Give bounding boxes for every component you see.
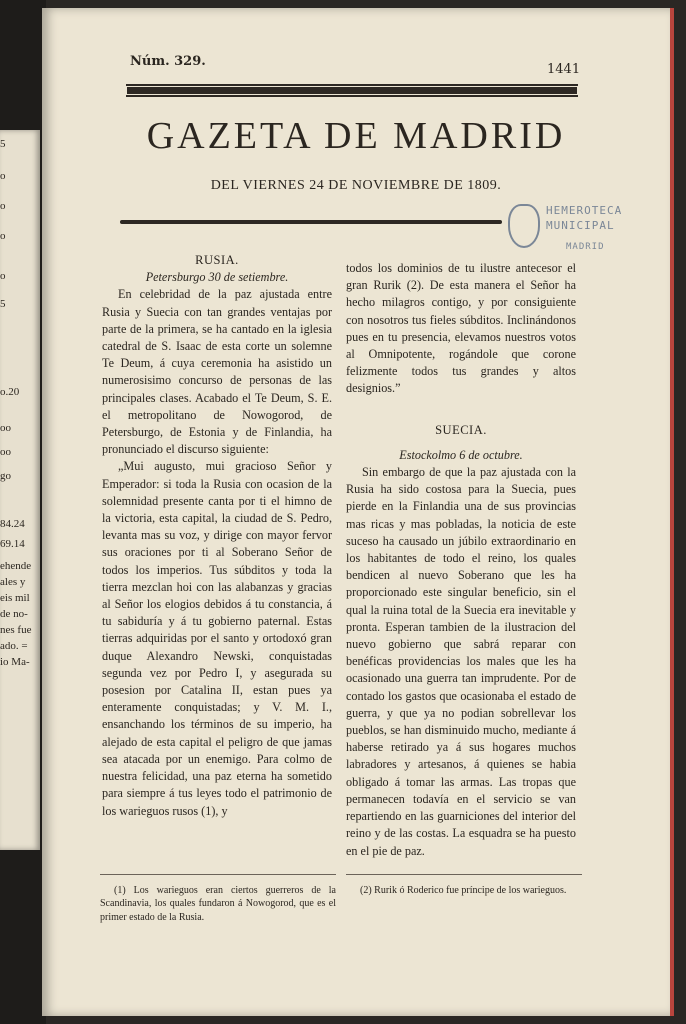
section-dateline: Petersburgo 30 de setiembre. [145, 270, 289, 285]
margin-fragment: 5 [0, 138, 6, 150]
article-paragraph: En celebridad de la paz ajustada entre Rusia y Suecia con tan grandes ventajas por parte de la primera, se ha cantado en la iglesia catedral de S. Isaac de esta corte un solemne Te Deum, á cuya ceremonia ha asistido un numerosisimo concurso de personas de las principales clases. Acabado el Te Deum, S. E. el metropolitano de Nowogorod, de Petersburgo, de Estonia y de Finlandia, ha pronunciado el discurso siguiente: [102, 287, 332, 457]
margin-fragment: io Ma- [0, 656, 30, 668]
article-paragraph: „Mui augusto, mui gracioso Señor y Emperador: si toda la Rusia con ocasion de la solemnidad presente canta por ti el himno de la victoria, esta capital, la ciudad de S. Pedro, levanta mas su voz, y dirige con mayor fervor sus oraciones por ti al Soberano Señor de todos los imperios. Tus súbditos y toda la tierra mezclan hoi con las alabanzas y gracias al Señor los elogios debidos á tu constancia, á tu sabiduría y á tu gobierno paternal. Estas tierras adquiridas por el santo y ortodoxó gran duque Alexandro Newski, conquistadas segunda vez por Pedro I, y asegurada su posesion por Catalina II, estan pues ya enteramente conquistadas; y V. M. I., ensanchando los términos de su imperio, ha alejado de esta capital el peligro de que jamas sea atacada por un enemigo. Para colmo de nuestra felicidad, una paz eterna ha sometido para siempre á tus leyes todo el patrimonio de los warieguos rusos (1), y [102, 459, 332, 818]
coat-of-arms-icon [508, 204, 540, 248]
issue-number: Núm. 329. [130, 54, 206, 69]
margin-fragment: 5 [0, 298, 6, 310]
section-heading: SUECIA. [435, 422, 487, 437]
previous-page-margin [0, 130, 40, 850]
margin-fragment: go [0, 470, 11, 482]
margin-fragment: ehende [0, 560, 32, 572]
right-column [346, 260, 576, 860]
issue-date: DEL VIERNES 24 DE NOVIEMBRE DE 1809. [210, 178, 502, 193]
section-dateline: Estockolmo 6 de octubre. [399, 447, 523, 462]
margin-fragment: oo [0, 446, 11, 458]
masthead-title: GAZETA DE MADRID [146, 115, 566, 157]
margin-fragment: o [0, 270, 6, 282]
left-column [102, 252, 332, 820]
margin-fragment: o [0, 200, 6, 212]
footnote-rule [100, 874, 336, 875]
footnote-text: (2) Rurik ó Roderico fue príncipe de los warieguos. [360, 885, 567, 896]
margin-fragment: ado. = [0, 640, 28, 652]
footnote-rule [346, 874, 582, 875]
margin-fragment: ales y [0, 576, 26, 588]
newspaper-page [42, 8, 674, 1016]
article-paragraph: Sin embargo de que la paz ajustada con la Rusia ha sido costosa para la Suecia, pues pierde en la Finlandia una de sus provincias mas ricas y mas pobladas, la noticia de este suceso ha causado un júbilo extraordinario en los habitantes de todo el reino, los quales bendicen al nuevo Soberano que les ha proporcionado este singular beneficio, sin el qual la ruina total de la Suecia era inevitable y pronta. Esperan tambien de la ilustracion del nuevo gobierno que sabrá reparar con benéficas providencias los males que les ha ocasionado una guerra tan imprudente. Por de contado los gastos que ocasionaba el estado de guerra, y que ya no podian sobrellevar los pueblos, se han disminuido mucho, mediante á haberse retirado ya á sus hogares muchos labradores y artesanos, á quienes se habia obligado á tomar las armas. Las tropas que permanecen todavía en el servicio se van repartiendo en las guarniciones del interior del reino y de las costas. La esquadra se ha puesto en el pie de paz. [346, 465, 576, 858]
article-continuation: todos los dominios de tu ilustre antecesor el gran Rurik (2). De esta manera el Señor ha hecho milagros contigo, y por consiguiente con nosotros tus fieles súbditos. Inclinándonos pues en tu presencia, elevamos nuestros votos al Omnipotente, rogándole que corone felizmente todos tus grandes y altos designios.” [346, 261, 576, 396]
margin-fragment: o [0, 170, 6, 182]
stamp-line: MADRID [566, 242, 605, 252]
footnote-right [346, 884, 582, 897]
margin-fragment: nes fue [0, 624, 32, 636]
stamp-line: HEMEROTECA [546, 204, 623, 217]
margin-fragment: o.20 [0, 386, 20, 398]
margin-fragment: 84.24 [0, 518, 25, 530]
margin-fragment: oo [0, 422, 11, 434]
footnote-text: (1) Los warieguos eran ciertos guerreros de la Scandinavia, los quales fundaron á Nowogorod, que es el primer estado de la Rusia. [100, 885, 336, 923]
top-rule [126, 84, 578, 97]
margin-fragment: o [0, 230, 6, 242]
section-heading: RUSIA. [195, 253, 239, 267]
margin-fragment: eis mil [0, 592, 30, 604]
margin-fragment: 69.14 [0, 538, 25, 550]
library-stamp [504, 200, 654, 258]
stamp-line: MUNICIPAL [546, 219, 615, 232]
margin-fragment: de no- [0, 608, 28, 620]
footnote-left [100, 884, 336, 924]
page-number: 1441 [547, 62, 581, 77]
header-rule [120, 220, 502, 224]
